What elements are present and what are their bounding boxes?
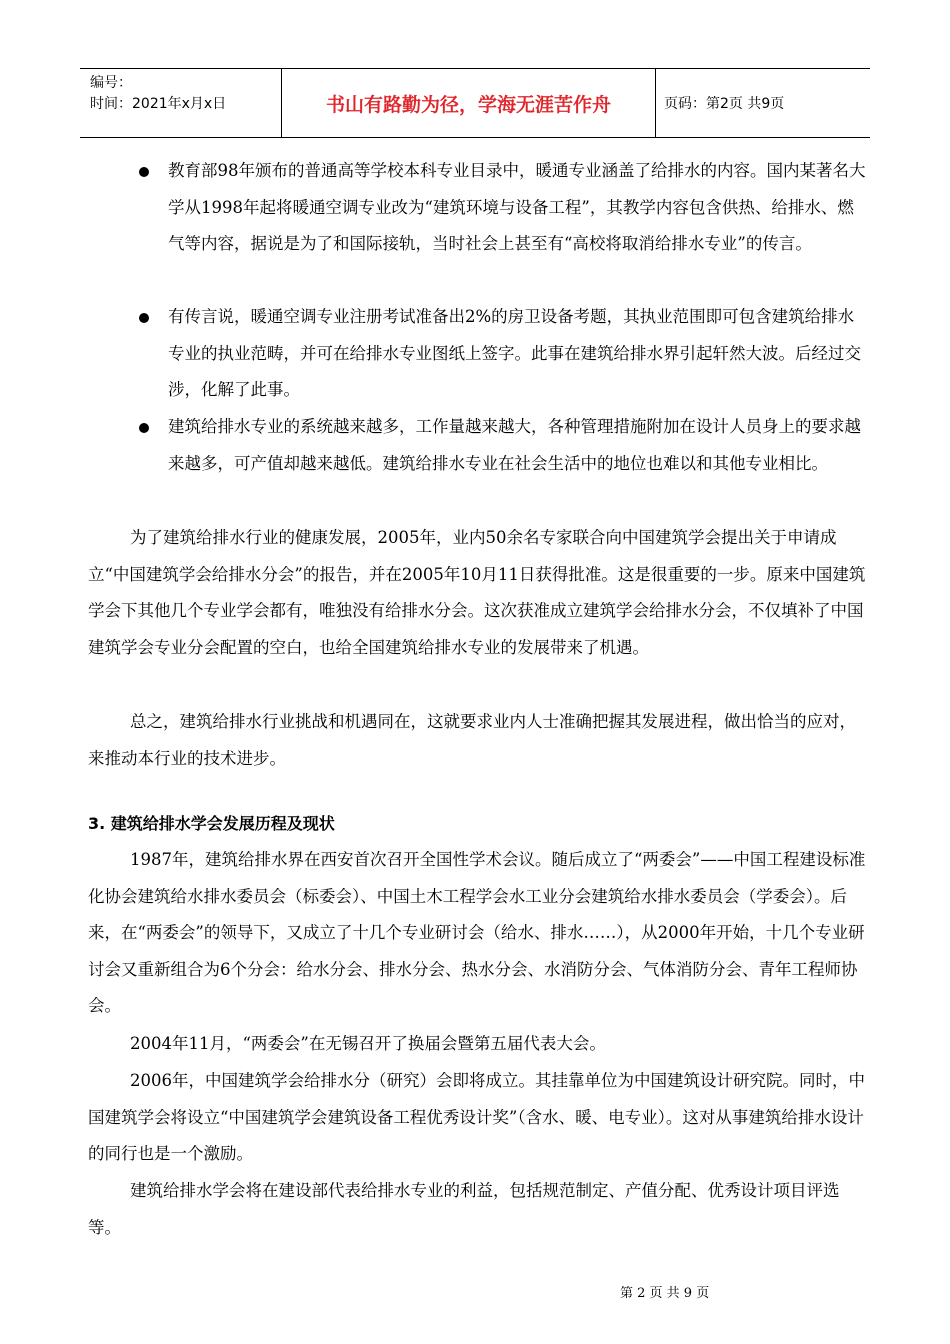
number-label: 编号： bbox=[90, 75, 132, 91]
paragraph: 为了建筑给排水行业的健康发展，2005年，业内50余名专家联合向中国建筑学会提出关于申请成立“中国建筑学会给排水分会”的报告，并在2005年10月11日获得批准。这是很重要的一步。原来中国建筑学会下其他几个专业学会都有，唯独没有给排水分会。这次获准成立建筑学会给排水分会，不仅填补了中国建筑学会专业分会配置的空白，也给全国建筑给排水专业的发展带来了机遇。 bbox=[88, 528, 866, 657]
bullet-dot-icon bbox=[139, 167, 149, 177]
paragraph: 总之，建筑给排水行业挑战和机遇同在，这就要求业内人士准确把握其发展进程，做出恰当的应对，来推动本行业的技术进步。 bbox=[88, 712, 856, 768]
header-divider bbox=[655, 69, 656, 137]
footer-page-number: 第 2 页 共 9 页 bbox=[620, 1286, 710, 1301]
page-label: 页码：第2页 共9页 bbox=[664, 96, 785, 112]
section-heading: 3. 建筑给排水学会发展历程及现状 bbox=[88, 814, 335, 833]
bullet-dot-icon bbox=[139, 313, 149, 323]
bullet-item: 教育部98年颁布的普通高等学校本科专业目录中，暖通专业涵盖了给排水的内容。国内某著名大学从1998年起将暖通空调专业改为“建筑环境与设备工程”，其教学内容包含供热、给排水、燃气等内容，据说是为了和国际接轨，当时社会上甚至有“高校将取消给排水专业”的传言。 bbox=[168, 161, 866, 254]
paragraph: 建筑给排水学会将在建设部代表给排水专业的利益，包括规范制定、产值分配、优秀设计项目评选等。 bbox=[88, 1181, 840, 1237]
time-label: 时间：2021年x月x日 bbox=[90, 96, 227, 112]
page-header bbox=[80, 68, 870, 138]
paragraph: 1987年，建筑给排水界在西安首次召开全国性学术会议。随后成立了“两委会”——中国工程建设标准化协会建筑给水排水委员会（标委会）、中国土木工程学会水工业分会建筑给水排水委员会（学委会）。后来，在“两委会”的领导下，又成立了十几个专业研讨会（给水、排水……），从2000年开始，十几个专业研讨会又重新组合为6个分会：给水分会、排水分会、热水分会、水消防分会、气体消防分会、青年工程师协会。 bbox=[88, 850, 866, 1016]
bullet-item: 有传言说，暖通空调专业注册考试准备出2%的房卫设备考题，其执业范围即可包含建筑给排水专业的执业范畴，并可在给排水专业图纸上签字。此事在建筑给排水界引起轩然大波。后经过交涉，化解了此事。 bbox=[168, 307, 861, 400]
bullet-item: 建筑给排水专业的系统越来越多，工作量越来越大，各种管理措施附加在设计人员身上的要求越来越多，可产值却越来越低。建筑给排水专业在社会生活中的地位也难以和其他专业相比。 bbox=[168, 417, 861, 473]
paragraph: 2004年11月，“两委会”在无锡召开了换届会暨第五届代表大会。 bbox=[130, 1034, 606, 1053]
bullet-dot-icon bbox=[139, 423, 149, 433]
motto: 书山有路勤为径，学海无涯苦作舟 bbox=[325, 93, 611, 116]
header-meta bbox=[90, 73, 226, 115]
paragraph: 2006年，中国建筑学会给排水分（研究）会即将成立。其挂靠单位为中国建筑设计研究院。同时，中国建筑学会将设立“中国建筑学会建筑设备工程优秀设计奖”（含水、暖、电专业）。这对从事建筑给排水设计的同行也是一个激励。 bbox=[88, 1071, 865, 1164]
